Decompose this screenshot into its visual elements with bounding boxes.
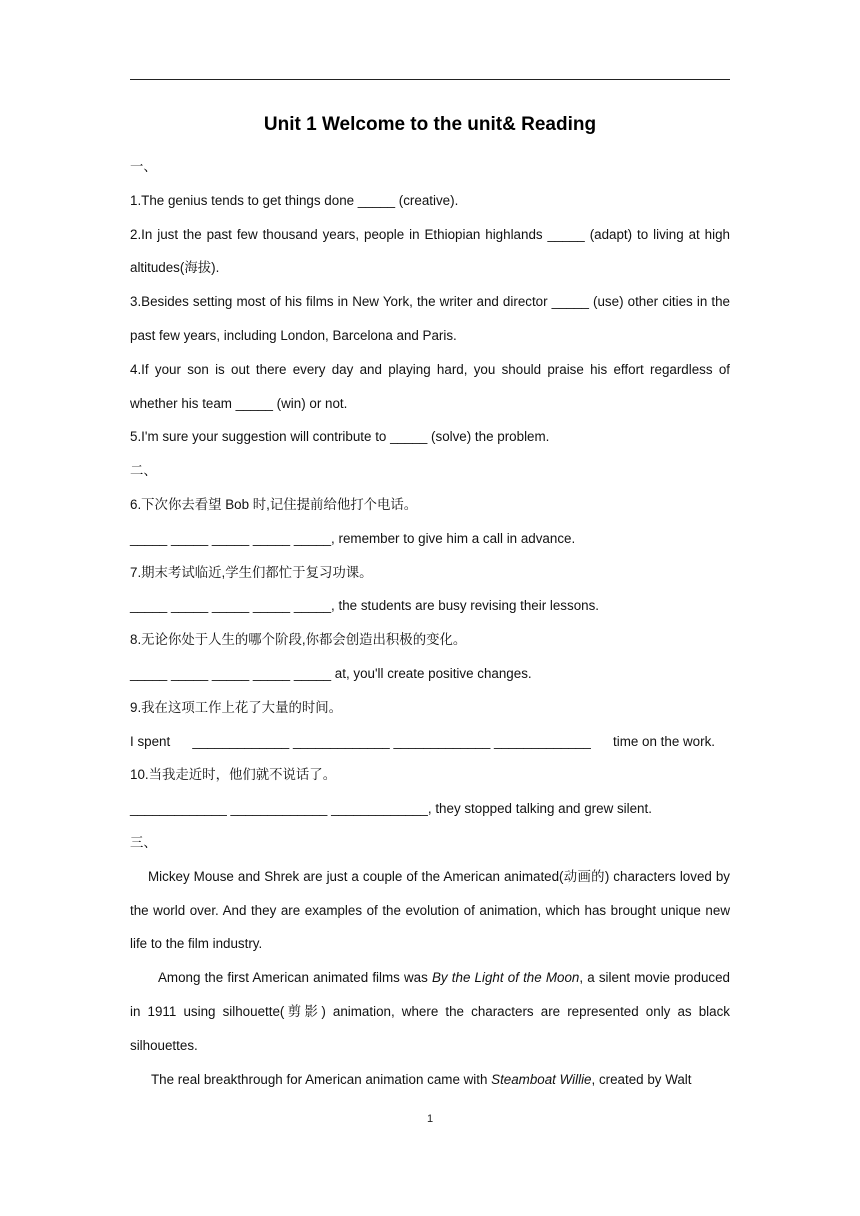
- page-title: Unit 1 Welcome to the unit& Reading: [263, 114, 597, 135]
- header-rule: [130, 79, 730, 80]
- question-3: 3.Besides setting most of his films in New York, the writer and director _____ (use) other cities in the past few years, including London, Barcelona and Paris.: [130, 294, 730, 343]
- question-9-english: [130, 725, 730, 759]
- reading-paragraph-2: [130, 961, 730, 1062]
- question-6-english: _____ _____ _____ _____ _____, remember to give him a call in advance.: [130, 530, 576, 546]
- reading-paragraph-1: Mickey Mouse and Shrek are just a couple of the American animated(动画的) characters loved by the world over. And they are examples of the evolution of animation, which has brought unique new life to the film industry.: [130, 868, 730, 952]
- paragraph-2-text-b: , a silent movie produced in 1911 using silhouette(剪影) animation, where the characters are represented only as black silhouettes.: [130, 970, 730, 1053]
- question-10-chinese: 10.当我走近时，他们就不说话了。: [130, 767, 337, 783]
- question-10-english: _____________ _____________ _____________, they stopped talking and grew silent.: [130, 801, 652, 817]
- film-title-steamboat: Steamboat Willie: [491, 1071, 592, 1087]
- question-8-english: _____ _____ _____ _____ _____ at, you'll create positive changes.: [130, 665, 532, 681]
- question-7-english: _____ _____ _____ _____ _____, the students are busy revising their lessons.: [130, 598, 600, 614]
- reading-paragraph-3: [130, 1063, 730, 1097]
- question-5: 5.I'm sure your suggestion will contribute to _____ (solve) the problem.: [130, 429, 550, 445]
- question-1: 1.The genius tends to get things done _____ (creative).: [130, 192, 459, 208]
- question-2: 2.In just the past few thousand years, people in Ethiopian highlands _____ (adapt) to living at high altitudes(海拔).: [130, 226, 730, 276]
- question-9-start: I spent: [130, 733, 171, 749]
- page-number: 1: [426, 1113, 434, 1125]
- document-body: [130, 150, 730, 1096]
- question-9-end: time on the work.: [613, 733, 715, 749]
- question-9-blanks: _____________ _____________ _____________ _____________: [192, 733, 591, 749]
- question-4: 4.If your son is out there every day and playing hard, you should praise his effort regardless of whether his team _____ (win) or not.: [130, 361, 730, 411]
- question-6-chinese: 6.下次你去看望 Bob 时,记住提前给他打个电话。: [130, 496, 418, 512]
- paragraph-3-text-b: , created by Walt: [591, 1071, 692, 1087]
- section-1-heading: 一、: [130, 159, 157, 174]
- section-3-heading: 三、: [130, 834, 157, 850]
- paragraph-2-text-a: Among the first American animated films was: [158, 970, 432, 986]
- film-title-moon: By the Light of the Moon: [431, 970, 580, 986]
- question-7-chinese: 7.期末考试临近,学生们都忙于复习功课。: [130, 564, 373, 580]
- question-8-chinese: 8.无论你处于人生的哪个阶段,你都会创造出积极的变化。: [130, 632, 467, 648]
- section-2-heading: 二、: [130, 463, 157, 479]
- question-9-chinese: 9.我在这项工作上花了大量的时间。: [130, 699, 343, 715]
- paragraph-3-text-a: The real breakthrough for American animation came with: [151, 1071, 492, 1087]
